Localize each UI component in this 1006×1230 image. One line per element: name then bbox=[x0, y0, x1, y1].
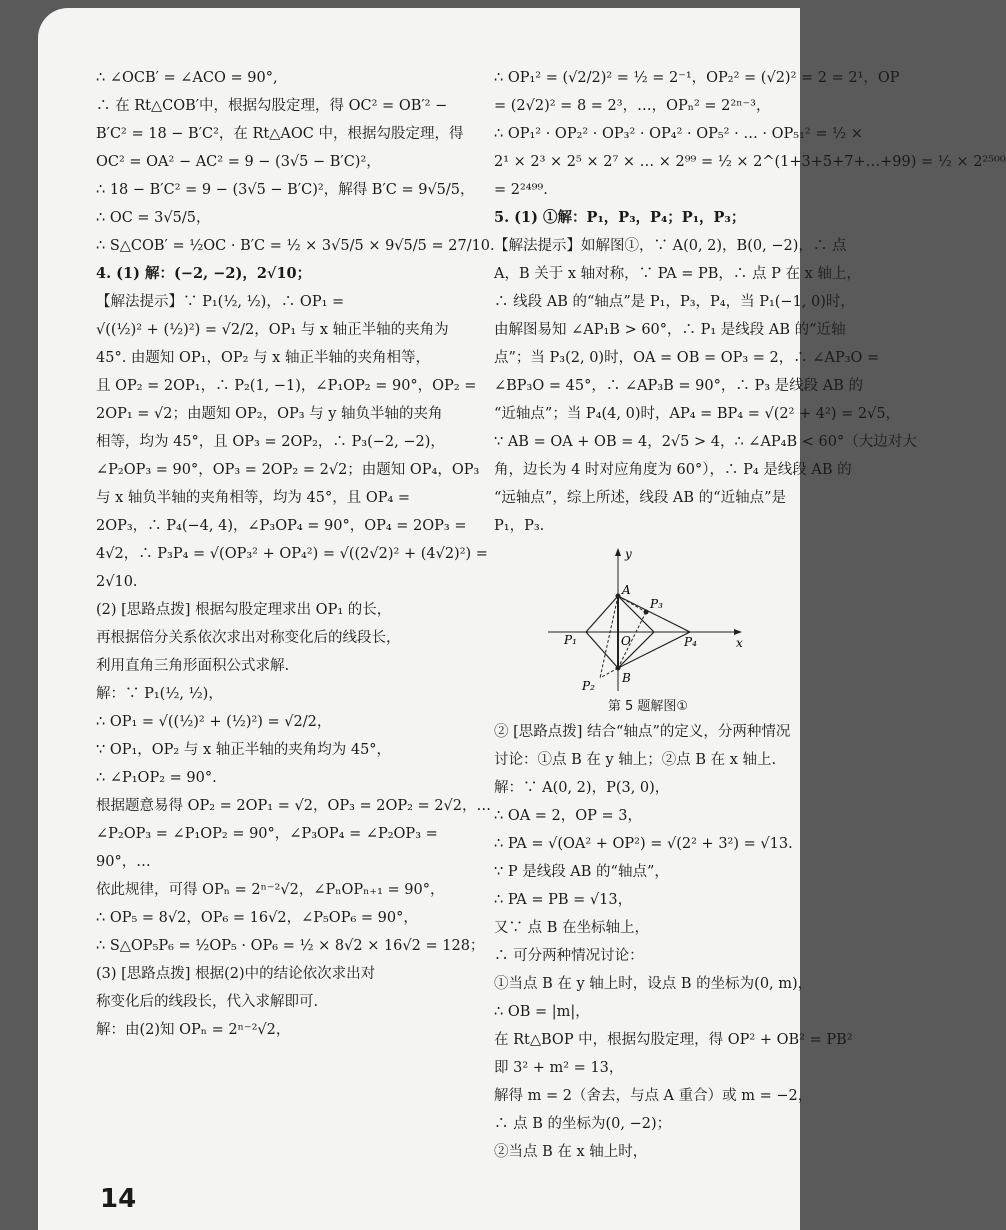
figure-svg bbox=[508, 546, 748, 696]
text-line: 由解图易知 ∠AP₁B > 60°，∴ P₁ 是线段 AB 的“近轴 bbox=[494, 322, 846, 338]
text-line: 解：∵ A(0, 2)，P(3, 0)， bbox=[494, 780, 670, 796]
text-line: P₁，P₃. bbox=[494, 518, 545, 534]
text-line: ∴ 点 B 的坐标为(0, −2)； bbox=[494, 1116, 672, 1132]
text-line: 2√10. bbox=[96, 574, 138, 590]
page-number: 14 bbox=[100, 1184, 137, 1214]
text-line: ∵ P 是线段 AB 的“轴点”， bbox=[494, 864, 669, 880]
text-line: ∴ S△COB′ = ½OC · B′C = ½ × 3√5/5 × 9√5/5 = 27/10. bbox=[96, 238, 495, 254]
left-column bbox=[96, 64, 495, 1044]
text-line: 解：∵ P₁(½, ½)， bbox=[96, 686, 223, 702]
text-line: 相等，均为 45°，且 OP₃ = 2OP₂，∴ P₃(−2, −2)， bbox=[96, 434, 445, 450]
coordinate-figure bbox=[508, 546, 788, 718]
text-line: ∠P₂OP₃ = 90°，OP₃ = 2OP₂ = 2√2；由题知 OP₄，OP₃ bbox=[96, 462, 480, 478]
text-line: 角，边长为 4 时对应角度为 60°），∴ P₄ 是线段 AB 的 bbox=[494, 462, 852, 478]
text-line: √((½)² + (½)²) = √2/2，OP₁ 与 x 轴正半轴的夹角为 bbox=[96, 322, 449, 338]
text-line: ∴ OB = |m|， bbox=[494, 1004, 590, 1020]
text-line: 讨论：①点 B 在 y 轴上；②点 B 在 x 轴上. bbox=[494, 752, 777, 768]
text-line: ∴ 可分两种情况讨论： bbox=[494, 948, 644, 964]
text-line: 且 OP₂ = 2OP₁，∴ P₂(1, −1)，∠P₁OP₂ = 90°，OP₂ = bbox=[96, 378, 477, 394]
point-b bbox=[616, 666, 621, 671]
text-line: ∴ ∠OCB′ = ∠ACO = 90°, bbox=[96, 70, 278, 86]
text-line: ∵ AB = OA + OB = 4，2√5 > 4，∴ ∠AP₄B < 60°（大边对大 bbox=[494, 434, 917, 450]
y-arrow bbox=[615, 548, 621, 556]
hint-line: (3) [思路点拨] 根据(2)中的结论依次求出对 bbox=[96, 966, 376, 982]
text-line: 称变化后的线段长，代入求解即可. bbox=[96, 994, 319, 1010]
text-line: 与 x 轴负半轴的夹角相等，均为 45°，且 OP₄ = bbox=[96, 490, 411, 506]
text-line: “近轴点”；当 P₄(4, 0)时，AP₄ = BP₄ = √(2² + 4²) = 2√5， bbox=[494, 406, 901, 422]
text-line: ∴ 线段 AB 的“轴点”是 P₁，P₃，P₄，当 P₁(−1, 0)时， bbox=[494, 294, 855, 310]
text-line: ∴ OP₅ = 8√2，OP₆ = 16√2，∠P₅OP₆ = 90°， bbox=[96, 910, 418, 926]
label-p4: P₄ bbox=[684, 635, 697, 649]
x-arrow bbox=[734, 629, 742, 635]
text-line: 依此规律，可得 OPₙ = 2ⁿ⁻²√2，∠PₙOPₙ₊₁ = 90°， bbox=[96, 882, 445, 898]
text-line: ∴ OA = 2，OP = 3， bbox=[494, 808, 643, 824]
text-line: 又∵ 点 B 在坐标轴上， bbox=[494, 920, 649, 936]
text-line: ∴ 在 Rt△COB′中，根据勾股定理，得 OC² = OB′² − bbox=[96, 98, 448, 114]
text-line: ∴ PA = PB = √13， bbox=[494, 892, 633, 908]
text-line: ∴ ∠P₁OP₂ = 90°. bbox=[96, 770, 217, 786]
text-line: 2OP₁ = √2；由题知 OP₂，OP₃ 与 y 轴负半轴的夹角 bbox=[96, 406, 443, 422]
text-line: ∴ S△OP₅P₆ = ½OP₅ · OP₆ = ½ × 8√2 × 16√2 = 128； bbox=[96, 938, 485, 954]
y-label: y bbox=[625, 547, 632, 561]
text-line: = (2√2)² = 8 = 2³，…，OPₙ² = 2²ⁿ⁻³， bbox=[494, 98, 771, 114]
point-p3 bbox=[644, 610, 649, 615]
text-line: 利用直角三角形面积公式求解. bbox=[96, 658, 290, 674]
text-line: 【解法提示】如解图①，∵ A(0, 2)，B(0, −2)，∴ 点 bbox=[494, 238, 847, 254]
right-column bbox=[494, 64, 1006, 1166]
text-line: 2¹ × 2³ × 2⁵ × 2⁷ × … × 2⁹⁹ = ½ × 2^(1+3+5+7+…+99) = ½ × 2²⁵⁰⁰ bbox=[494, 154, 1006, 170]
text-line: ②当点 B 在 x 轴上时， bbox=[494, 1144, 648, 1160]
text-line: ∴ PA = √(OA² + OP²) = √(2² + 3²) = √13. bbox=[494, 836, 793, 852]
text-line: B′C² = 18 − B′C²，在 Rt△AOC 中，根据勾股定理，得 bbox=[96, 126, 464, 142]
label-b: B bbox=[622, 671, 631, 685]
text-line: 点”；当 P₃(2, 0)时，OA = OB = OP₃ = 2，∴ ∠AP₃O = bbox=[494, 350, 880, 366]
text-line: OC² = OA² − AC² = 9 − (3√5 − B′C)²， bbox=[96, 154, 381, 170]
text-line: 解得 m = 2（舍去，与点 A 重合）或 m = −2， bbox=[494, 1088, 813, 1104]
text-line: ∠P₂OP₃ = ∠P₁OP₂ = 90°，∠P₃OP₄ = ∠P₂OP₃ = bbox=[96, 826, 438, 842]
label-a: A bbox=[622, 583, 631, 597]
question-5-answer: 5. (1) ①解：P₁，P₃，P₄；P₁，P₃； bbox=[494, 209, 746, 226]
question-4-answer: 4. (1) 解：(−2, −2)，2√10； bbox=[96, 265, 312, 282]
text-line: 2OP₃，∴ P₄(−4, 4)，∠P₃OP₄ = 90°，OP₄ = 2OP₃ = bbox=[96, 518, 467, 534]
text-line: ∴ OP₁² = (√2/2)² = ½ = 2⁻¹，OP₂² = (√2)² = 2 = 2¹，OP bbox=[494, 70, 900, 86]
text-line: ∴ OP₁² · OP₂² · OP₃² · OP₄² · OP₅² · … · OP₅₁² = ½ × bbox=[494, 126, 863, 142]
text-line: ∴ OP₁ = √((½)² + (½)²) = √2/2， bbox=[96, 714, 332, 730]
text-line: ∴ OC = 3√5/5， bbox=[96, 210, 211, 226]
hint-line: ② [思路点拨] 结合“轴点”的定义，分两种情况 bbox=[494, 724, 791, 740]
dashed-bp2 bbox=[600, 668, 618, 678]
text-line: 4√2，∴ P₃P₄ = √(OP₃² + OP₄²) = √((2√2)² + (4√2)²) = bbox=[96, 546, 488, 562]
text-line: A，B 关于 x 轴对称，∵ PA = PB，∴ 点 P 在 x 轴上， bbox=[494, 266, 861, 282]
text-line: 45°. 由题知 OP₁，OP₂ 与 x 轴正半轴的夹角相等， bbox=[96, 350, 430, 366]
text-line: 在 Rt△BOP 中，根据勾股定理，得 OP² + OB² = PB² bbox=[494, 1032, 853, 1048]
text-line: “远轴点”，综上所述，线段 AB 的“近轴点”是 bbox=[494, 490, 786, 506]
hint-line: (2) [思路点拨] 根据勾股定理求出 OP₁ 的长， bbox=[96, 602, 392, 618]
text-line: 90°，… bbox=[96, 854, 151, 870]
text-line: 【解法提示】∵ P₁(½, ½)，∴ OP₁ = bbox=[96, 294, 345, 310]
text-line: = 2²⁴⁹⁹. bbox=[494, 182, 548, 198]
text-line: 即 3² + m² = 13， bbox=[494, 1060, 624, 1076]
label-o: O bbox=[621, 634, 631, 648]
text-line: 再根据倍分关系依次求出对称变化后的线段长， bbox=[96, 630, 401, 646]
text-line: ①当点 B 在 y 轴上时，设点 B 的坐标为(0, m)， bbox=[494, 976, 813, 992]
text-line: ∠BP₃O = 45°，∴ ∠AP₃B = 90°，∴ P₃ 是线段 AB 的 bbox=[494, 378, 863, 394]
label-p1: P₁ bbox=[564, 633, 577, 647]
text-line: ∵ OP₁，OP₂ 与 x 轴正半轴的夹角均为 45°， bbox=[96, 742, 392, 758]
x-label: x bbox=[736, 636, 743, 650]
text-line: ∴ 18 − B′C² = 9 − (3√5 − B′C)²，解得 B′C = 9√5/5， bbox=[96, 182, 475, 198]
label-p2: P₂ bbox=[582, 679, 595, 693]
figure-caption: 第 5 题解图① bbox=[607, 699, 689, 714]
point-a bbox=[616, 594, 621, 599]
label-p3: P₃ bbox=[650, 597, 663, 611]
page bbox=[38, 8, 1006, 1230]
text-line: 根据题意易得 OP₂ = 2OP₁ = √2，OP₃ = 2OP₂ = 2√2，… bbox=[96, 798, 492, 814]
text-line: 解：由(2)知 OPₙ = 2ⁿ⁻²√2， bbox=[96, 1022, 291, 1038]
